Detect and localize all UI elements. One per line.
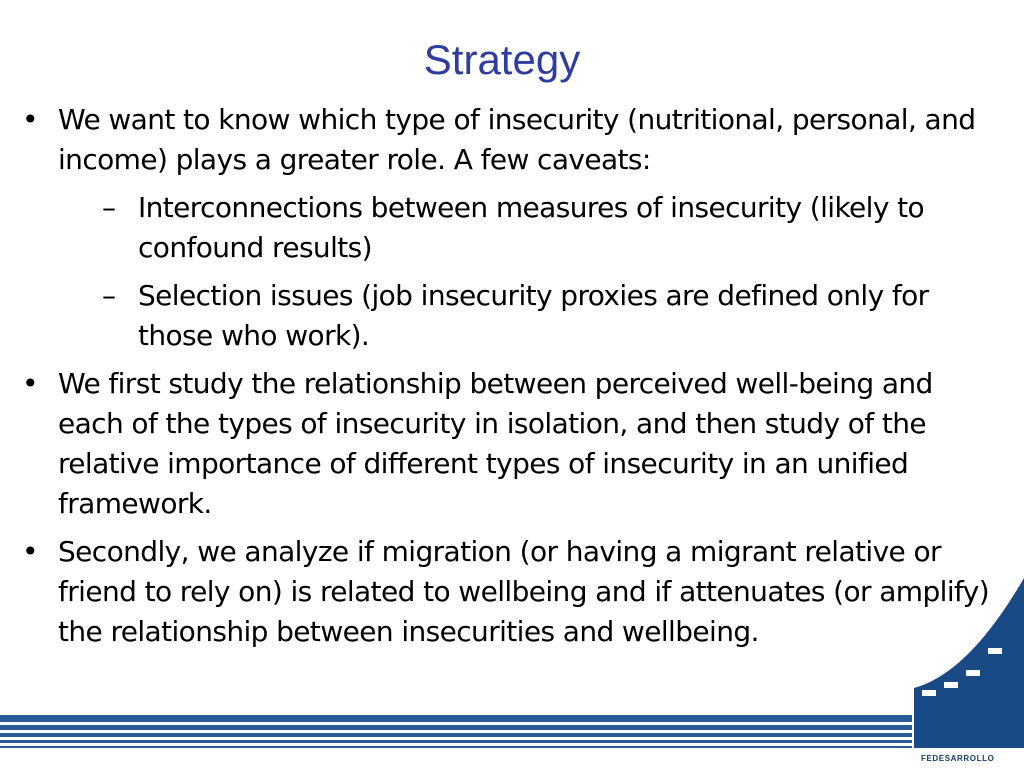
sub-bullet-text: Selection issues (job insecurity proxies are defined only for those who work). [138,279,929,352]
fedesarrollo-logo-icon [914,578,1024,768]
bullet-text: Secondly, we analyze if migration (or having a migrant relative or friend to rely on) is related to wellbeing and if attenuates (or amplify) the relationship between insecurities and wellbeing. [58,535,990,648]
logo-wordmark: FEDESARROLLO [921,754,995,763]
bullet-marker: • [22,367,38,400]
sub-bullet-marker: – [102,191,116,224]
bullet-item [22,100,997,356]
footer-stripes [0,715,912,755]
sub-bullet-marker: – [102,279,116,312]
slide-body [22,100,997,660]
bullet-item [22,364,997,524]
sub-bullet-item [58,188,997,268]
slide-title: Strategy [423,36,581,83]
bullet-item [22,532,997,652]
bullet-marker: • [22,535,38,568]
bullet-marker: • [22,103,38,136]
sub-bullet-text: Interconnections between measures of insecurity (likely to confound results) [138,191,925,264]
sub-bullet-item [58,276,997,356]
bullet-text: We first study the relationship between perceived well-being and each of the types of insecurity in isolation, and then study of the relative importance of different types of insecurity in an unified framework. [58,367,933,520]
bullet-text: We want to know which type of insecurity (nutritional, personal, and income) plays a greater role. A few caveats: [58,103,976,176]
